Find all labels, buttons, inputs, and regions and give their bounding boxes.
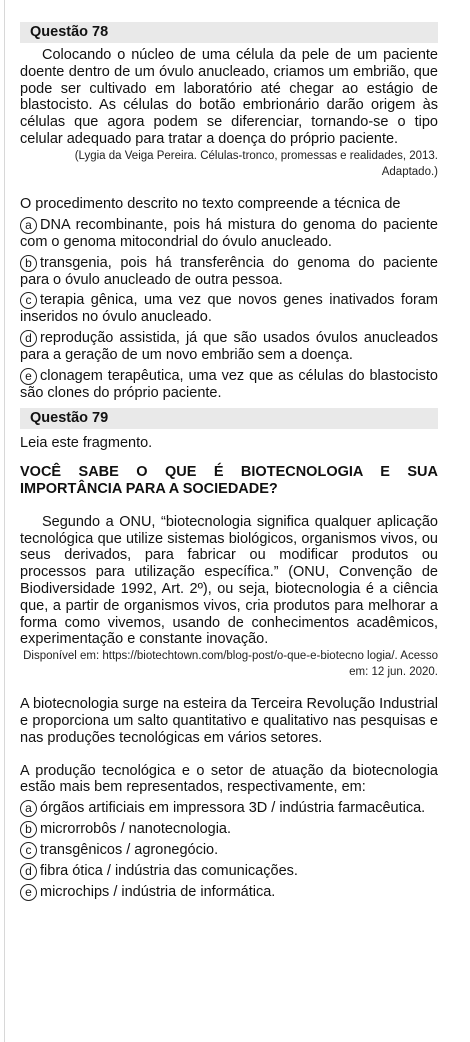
question-78-stem: O procedimento descrito no texto compreende a técnica de	[20, 195, 401, 212]
question-79	[20, 408, 438, 901]
option-letter-d: d	[20, 863, 37, 880]
option-text: reprodução assistida, já que são usados óvulos anucleados para a geração de um novo embrião sem a doença.	[20, 330, 438, 364]
option-letter-e: e	[20, 884, 37, 901]
page-margin-line	[4, 0, 5, 1042]
question-79-citation: Disponível em: https://biotechtown.com/blog-post/o-que-e-biotecno logia/. Acesso em: 12 jun. 2020.	[23, 650, 438, 679]
question-78-option-b[interactable]	[20, 255, 438, 289]
option-text: fibra ótica / indústria das comunicações.	[40, 863, 298, 880]
question-79-option-e[interactable]	[20, 884, 438, 901]
question-79-option-c[interactable]	[20, 842, 438, 859]
article-heading: VOCÊ SABE O QUE É BIOTECNOLOGIA E SUA IMPORTÂNCIA PARA A SOCIEDADE?	[20, 463, 438, 497]
option-letter-d: d	[20, 330, 37, 347]
question-78-option-c[interactable]	[20, 292, 438, 326]
question-79-option-a[interactable]	[20, 800, 438, 817]
option-text: transgênicos / agronegócio.	[40, 842, 219, 859]
question-79-option-b[interactable]	[20, 821, 438, 838]
option-text: transgenia, pois há transferência do genoma do paciente para o óvulo anucleado de outra pessoa.	[20, 254, 438, 288]
option-text: clonagem terapêutica, uma vez que as células do blastocisto são clones do próprio paciente.	[20, 367, 438, 401]
question-78-citation: (Lygia da Veiga Pereira. Células-tronco, promessas e realidades, 2013. Adaptado.)	[74, 149, 438, 178]
article-text: Segundo a ONU, “biotecnologia significa qualquer aplicação tecnológica que utilize sistemas biológicos, organismos vivos, ou seus derivados, para fabricar ou modificar produtos ou processos para utilização específica.” (ONU, Convenção de Biodiversidade 1992, Art. 2º), ou seja, biotecnologia é a ciência que, a partir de organismos vivos, cria produtos para melhorar a forma como vivemos, usando de conhecimentos acadêmicos, experimentação e constante inovação.	[20, 513, 438, 648]
question-78-option-e[interactable]	[20, 368, 438, 402]
question-78-option-d[interactable]	[20, 330, 438, 364]
option-letter-c: c	[20, 842, 37, 859]
option-letter-b: b	[20, 255, 37, 272]
option-letter-e: e	[20, 368, 37, 385]
exam-page	[20, 22, 438, 901]
question-79-option-d[interactable]	[20, 863, 438, 880]
option-text: órgãos artificiais em impressora 3D / indústria farmacêutica.	[40, 800, 426, 817]
question-78-text: Colocando o núcleo de uma célula da pele de um paciente doente dentro de um óvulo anucleado, criamos um embrião, que pode ser cultivado em laboratório até chegar ao estágio de blastocisto. As células do botão embrionário darão origem às células que agora podem se diferenciar, tornando-se o tipo celular adequado para tratar a doença do próprio paciente.	[20, 47, 438, 147]
question-79-title: Questão 79	[20, 408, 438, 429]
question-78-title: Questão 78	[20, 22, 438, 43]
question-79-stem: A produção tecnológica e o setor de atuação da biotecnologia estão mais bem representados, respectivamente, em:	[20, 762, 438, 796]
option-letter-a: a	[20, 800, 37, 817]
option-letter-a: a	[20, 217, 37, 234]
option-text: DNA recombinante, pois há mistura do genoma do paciente com o genoma mitocondrial do óvulo anucleado.	[20, 216, 438, 250]
option-letter-b: b	[20, 821, 37, 838]
option-text: microchips / indústria de informática.	[40, 884, 276, 901]
option-text: microrrobôs / nanotecnologia.	[40, 821, 232, 838]
option-text: terapia gênica, uma vez que novos genes inativados foram inseridos no óvulo anucleado.	[20, 292, 438, 326]
question-78	[20, 22, 438, 402]
option-letter-c: c	[20, 292, 37, 309]
question-79-context: A biotecnologia surge na esteira da Terceira Revolução Industrial e proporciona um salto quantitativo e qualitativo nas pesquisas e nas produções tecnológicas em vários setores.	[20, 696, 438, 746]
question-79-intro: Leia este fragmento.	[20, 434, 153, 451]
question-78-option-a[interactable]	[20, 217, 438, 251]
